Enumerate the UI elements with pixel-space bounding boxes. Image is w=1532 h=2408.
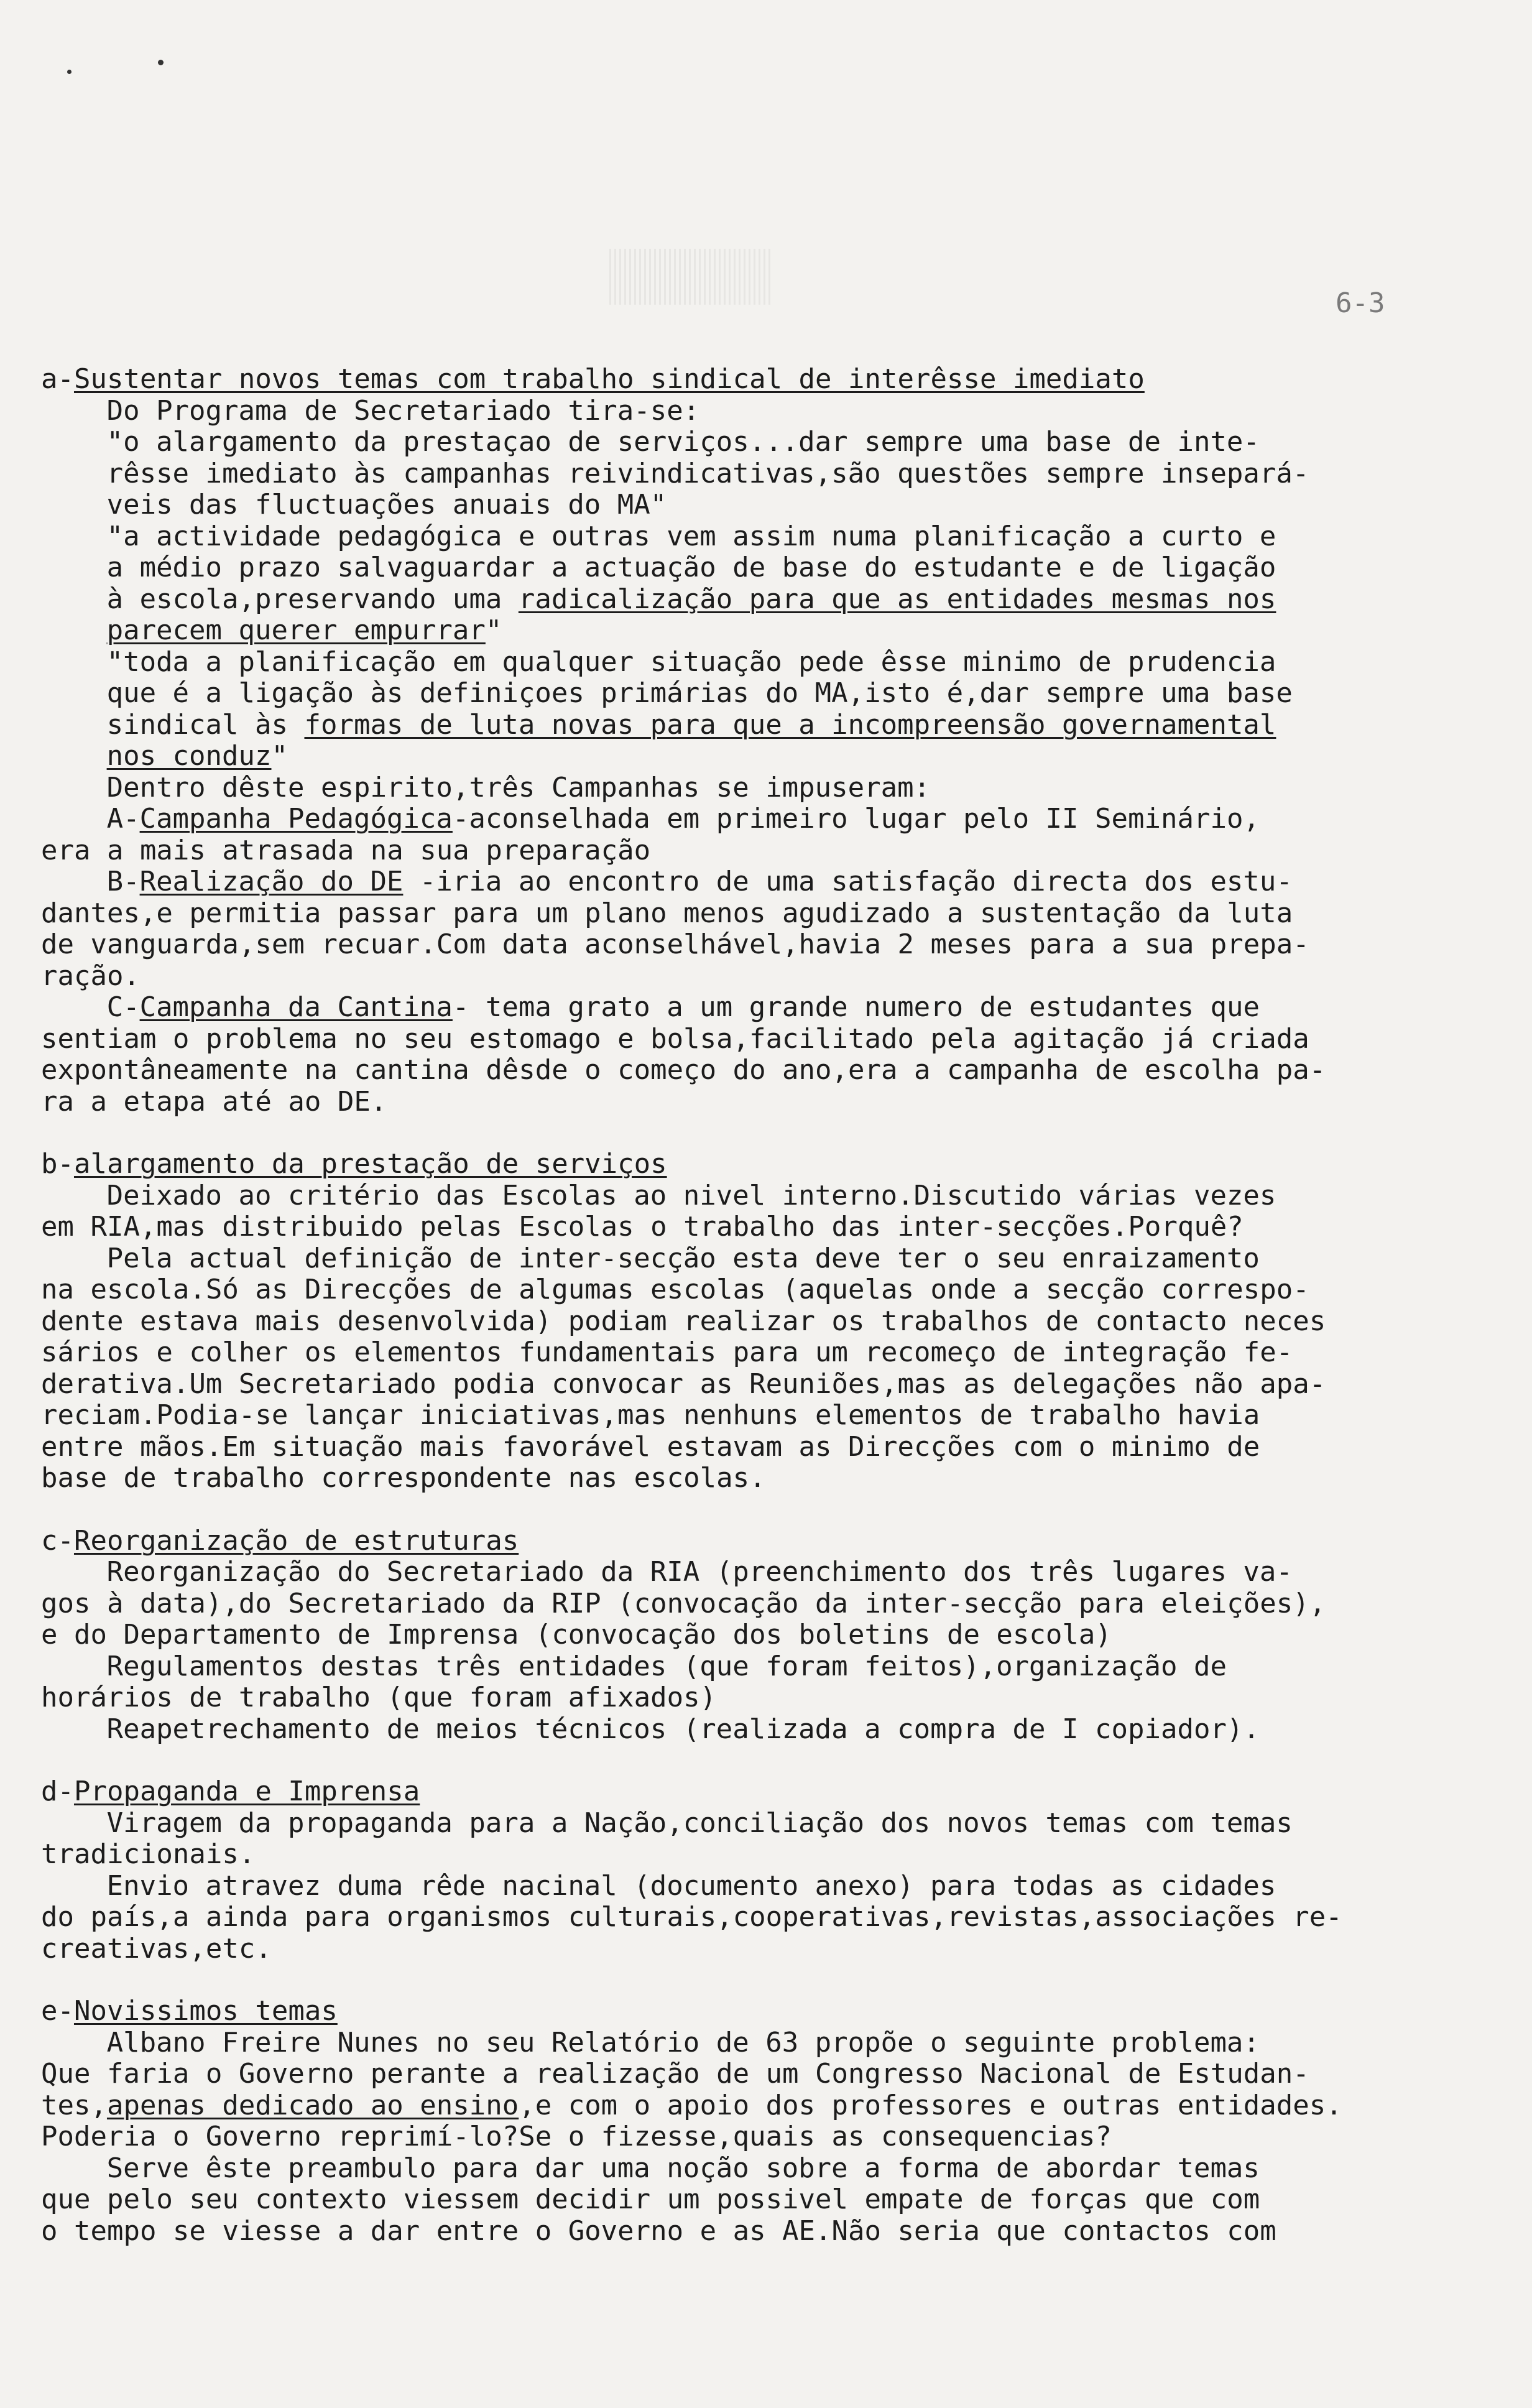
- text-line: [41, 2121, 1508, 2153]
- text-run: que pelo seu contexto viessem decidir um possivel empate de forças que com: [41, 2183, 1260, 2215]
- text-line: [41, 710, 1508, 741]
- text-run: Dentro dêste espirito,três Campanhas se impuseram:: [106, 771, 931, 803]
- text-run: C-: [106, 991, 140, 1023]
- text-line: [41, 521, 1508, 553]
- text-line: [41, 1902, 1508, 1933]
- underlined-text: alargamento da prestação de serviços: [73, 1148, 667, 1180]
- text-run: dantes,e permitia passar para um plano menos agudizado a sustentação da luta: [41, 897, 1293, 929]
- text-run: entre mãos.Em situação mais favorável estavam as Direcções com o minimo de: [41, 1430, 1260, 1463]
- text-run: d-: [41, 1776, 74, 1807]
- section-c: [41, 1526, 1508, 1746]
- text-run: o tempo se viesse a dar entre o Governo e as AE.Não seria que contactos com: [41, 2215, 1276, 2247]
- text-line: [41, 1211, 1508, 1243]
- text-run: c-: [41, 1524, 74, 1557]
- section-heading-line: [41, 364, 1508, 396]
- text-run: sindical às: [106, 708, 305, 741]
- text-line: [41, 1933, 1508, 1965]
- text-run: tes,: [41, 2089, 107, 2121]
- section-gap: [41, 1745, 1508, 1776]
- page-number: 6-3: [1336, 287, 1385, 319]
- text-run: e-: [41, 1995, 74, 2027]
- section-a: [41, 364, 1508, 1118]
- text-line: [41, 458, 1508, 490]
- text-line: [41, 1557, 1508, 1588]
- text-line: [41, 2090, 1508, 2122]
- text-run: A-: [106, 803, 140, 835]
- text-line: [41, 2184, 1508, 2216]
- text-run: Regulamentos destas três entidades (que foram feitos),organização de: [106, 1650, 1227, 1682]
- section-e: [41, 1996, 1508, 2247]
- text-line: [41, 1871, 1508, 1902]
- text-line: [41, 1243, 1508, 1275]
- text-run: veis das fluctuações anuais do MA": [106, 489, 667, 521]
- text-line: [41, 1274, 1508, 1306]
- text-run: - tema grato a um grande numero de estudantes que: [452, 991, 1260, 1023]
- text-run: "toda a planificação em qualquer situação pede êsse minimo de prudencia: [106, 646, 1276, 678]
- underlined-text: formas de luta novas para que a incompreensão governamental: [304, 708, 1276, 741]
- text-run: gos à data),do Secretariado da RIP (convocação da inter-secção para eleições),: [41, 1587, 1326, 1619]
- text-run: -aconselhada em primeiro lugar pelo II Seminário,: [452, 803, 1260, 835]
- section-b: [41, 1149, 1508, 1494]
- text-run: ração.: [41, 960, 140, 992]
- text-run: "a actividade pedagógica e outras vem assim numa planificação a curto e: [106, 520, 1276, 552]
- text-run: à escola,preservando uma: [106, 583, 519, 615]
- text-run: horários de trabalho (que foram afixados): [41, 1682, 717, 1713]
- underlined-text: Campanha da Cantina: [139, 991, 453, 1023]
- text-line: [41, 552, 1508, 584]
- text-run: Que faria o Governo perante a realização de um Congresso Nacional de Estudan-: [41, 2058, 1309, 2090]
- underlined-text: Campanha Pedagógica: [139, 803, 453, 835]
- text-line: [41, 2153, 1508, 2185]
- text-run: creativas,etc.: [41, 1932, 272, 1965]
- text-line: [41, 1086, 1508, 1118]
- text-line: [41, 898, 1508, 930]
- text-line: [41, 1619, 1508, 1651]
- section-gap: [41, 1494, 1508, 1526]
- text-line: [41, 961, 1508, 993]
- underlined-text: Propaganda e Imprensa: [73, 1776, 420, 1807]
- text-line: [41, 2027, 1508, 2059]
- text-line: [41, 1055, 1508, 1086]
- text-line: [41, 1463, 1508, 1494]
- section-heading-line: [41, 1776, 1508, 1808]
- text-run: do país,a ainda para organismos culturais,cooperativas,revistas,associações re-: [41, 1901, 1342, 1933]
- text-run: -iria ao encontro de uma satisfação directa dos estu-: [403, 866, 1293, 897]
- underlined-text: parecem querer empurrar: [106, 614, 486, 646]
- ink-speck: [67, 70, 72, 74]
- text-run: ,e com o apoio dos professores e outras entidades.: [519, 2089, 1342, 2121]
- text-run: derativa.Um Secretariado podia convocar as Reuniões,mas as delegações não apa-: [41, 1368, 1326, 1400]
- text-run: tradicionais.: [41, 1838, 256, 1870]
- section-gap: [41, 1118, 1508, 1149]
- section-heading-line: [41, 1149, 1508, 1180]
- text-run: Serve êste preambulo para dar uma noção sobre a forma de abordar temas: [106, 2152, 1260, 2184]
- text-line: [41, 1808, 1508, 1840]
- text-run: na escola.Só as Direcções de algumas escolas (aquelas onde a secção correspo-: [41, 1274, 1309, 1305]
- text-run: b-: [41, 1148, 74, 1180]
- text-run: dente estava mais desenvolvida) podiam realizar os trabalhos de contacto neces: [41, 1305, 1326, 1337]
- text-run: B-: [106, 866, 140, 897]
- underlined-text: Novissimos temas: [73, 1995, 338, 2027]
- text-run: reciam.Podia-se lançar iniciativas,mas nenhuns elementos de trabalho havia: [41, 1399, 1260, 1431]
- underlined-text: nos conduz: [106, 740, 272, 772]
- text-run: Reorganização do Secretariado da RIA (preenchimento dos três lugares va-: [106, 1556, 1293, 1588]
- text-run: Albano Freire Nunes no seu Relatório de 63 propõe o seguinte problema:: [106, 2026, 1260, 2058]
- text-run: a-: [41, 363, 74, 395]
- text-line: [41, 772, 1508, 804]
- text-line: [41, 584, 1508, 616]
- text-run: em RIA,mas distribuido pelas Escolas o trabalho das inter-secções.Porquê?: [41, 1211, 1244, 1243]
- text-line: [41, 489, 1508, 521]
- text-run: era a mais atrasada na sua preparação: [41, 834, 651, 866]
- text-line: [41, 1369, 1508, 1401]
- text-line: [41, 741, 1508, 772]
- text-line: [41, 2216, 1508, 2248]
- section-heading-line: [41, 1996, 1508, 2027]
- ink-speck: [158, 60, 164, 65]
- text-line: [41, 929, 1508, 961]
- text-line: [41, 803, 1508, 835]
- text-line: [41, 1839, 1508, 1871]
- text-run: de vanguarda,sem recuar.Com data aconselhável,havia 2 meses para a sua prepa-: [41, 928, 1309, 960]
- text-line: [41, 2058, 1508, 2090]
- text-line: [41, 1306, 1508, 1338]
- text-run: Pela actual definição de inter-secção esta deve ter o seu enraizamento: [106, 1242, 1260, 1274]
- text-run: Viragem da propaganda para a Nação,conciliação dos novos temas com temas: [106, 1807, 1293, 1839]
- text-line: [41, 1432, 1508, 1463]
- section-d: [41, 1776, 1508, 1965]
- text-run: Do Programa de Secretariado tira-se:: [106, 394, 700, 427]
- text-line: [41, 866, 1508, 898]
- text-line: [41, 427, 1508, 458]
- text-line: [41, 1682, 1508, 1714]
- section-gap: [41, 1965, 1508, 1996]
- text-line: [41, 1651, 1508, 1683]
- text-run: rêsse imediato às campanhas reivindicativas,são questões sempre insepará-: [106, 457, 1309, 489]
- underlined-text: apenas dedicado ao ensino: [106, 2089, 519, 2121]
- text-run: e do Departamento de Imprensa (convocação dos boletins de escola): [41, 1619, 1112, 1651]
- text-run: Envio atravez duma rêde nacinal (documento anexo) para todas as cidades: [106, 1869, 1276, 1902]
- underlined-text: Sustentar novos temas com trabalho sindical de interêsse imediato: [73, 363, 1145, 395]
- section-heading-line: [41, 1526, 1508, 1557]
- text-line: [41, 1337, 1508, 1369]
- text-run: Poderia o Governo reprimí-lo?Se o fizesse,quais as consequencias?: [41, 2121, 1112, 2152]
- text-run: que é a ligação às definiçoes primárias do MA,isto é,dar sempre uma base: [106, 677, 1293, 709]
- underlined-text: Realização do DE: [139, 866, 404, 897]
- text-run: base de trabalho correspondente nas escolas.: [41, 1462, 766, 1494]
- text-run: sários e colher os elementos fundamentais para um recomeço de integração fe-: [41, 1336, 1293, 1368]
- text-line: [41, 1400, 1508, 1432]
- text-run: ra a etapa até ao DE.: [41, 1085, 387, 1118]
- text-line: [41, 1180, 1508, 1212]
- text-line: [41, 1024, 1508, 1055]
- document-body: [41, 364, 1508, 2247]
- text-line: [41, 615, 1508, 647]
- text-run: sentiam o problema no seu estomago e bolsa,facilitado pela agitação já criada: [41, 1022, 1309, 1055]
- text-line: [41, 678, 1508, 710]
- text-line: [41, 396, 1508, 427]
- text-line: [41, 647, 1508, 678]
- text-run: Deixado ao critério das Escolas ao nivel interno.Discutido várias vezes: [106, 1179, 1276, 1211]
- underlined-text: radicalização para que as entidades mesmas nos: [518, 583, 1276, 615]
- text-run: Reapetrechamento de meios técnicos (realizada a compra de I copiador).: [106, 1713, 1260, 1745]
- text-run: "o alargamento da prestaçao de serviços...dar sempre uma base de inte-: [106, 426, 1260, 458]
- text-line: [41, 835, 1508, 867]
- text-run: ": [485, 614, 502, 646]
- scan-smudge: [609, 249, 771, 305]
- text-run: ": [271, 740, 288, 772]
- text-line: [41, 992, 1508, 1024]
- text-run: a médio prazo salvaguardar a actuação de base do estudante e de ligação: [106, 552, 1276, 583]
- text-line: [41, 1588, 1508, 1620]
- underlined-text: Reorganização de estruturas: [73, 1524, 519, 1557]
- text-line: [41, 1714, 1508, 1746]
- text-run: expontâneamente na cantina dêsde o começo do ano,era a campanha de escolha pa-: [41, 1054, 1326, 1086]
